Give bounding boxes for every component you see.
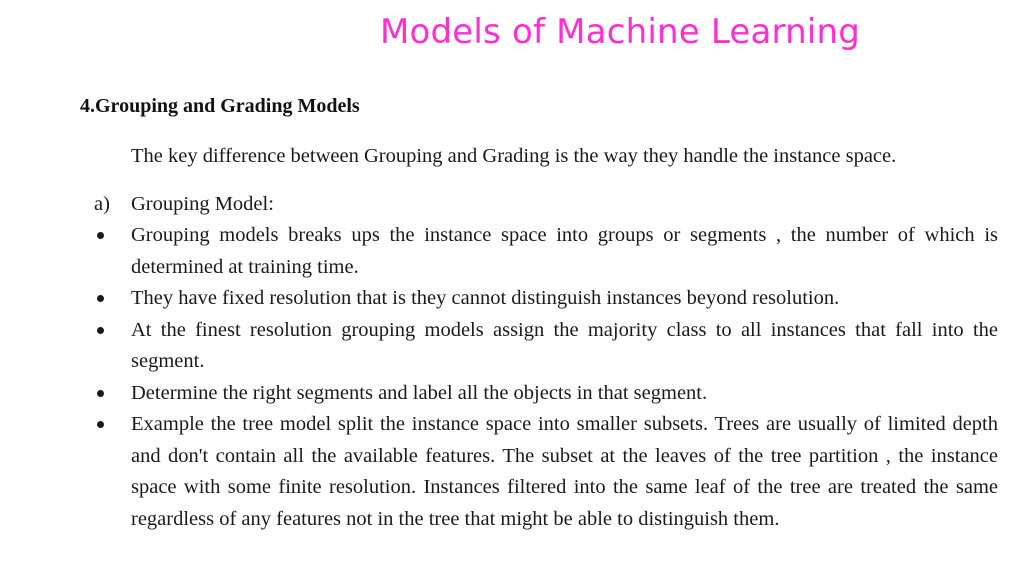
- bullet-icon: [97, 295, 104, 302]
- bullet-icon: [97, 421, 104, 428]
- subsection-title: Grouping Model:: [131, 193, 274, 215]
- bullet-list: [94, 220, 998, 535]
- section-heading: 4.Grouping and Grading Models: [80, 95, 360, 117]
- bullet-text: Example the tree model split the instance space into smaller subsets. Trees are usually of limited depth and don't contain all the available features. The subset at the leaves of the tree partition , the instance space with some finite resolution. Instances filtered into the same leaf of the tree are treated the same regardless of any features not in the tree that might be able to distinguish them.: [131, 413, 998, 530]
- subsection-label: a): [94, 193, 110, 215]
- bullet-icon: [97, 390, 104, 397]
- bullet-text: Grouping models breaks ups the instance space into groups or segments , the number of which is determined at training time.: [131, 224, 998, 278]
- list-item: [94, 220, 998, 283]
- list-item: [94, 378, 998, 410]
- list-item: [94, 409, 998, 535]
- bullet-text: At the finest resolution grouping models assign the majority class to all instances that fall into the segment.: [131, 318, 998, 372]
- list-item: [94, 315, 998, 378]
- slide-title: Models of Machine Learning: [379, 12, 861, 52]
- bullet-icon: [97, 232, 104, 239]
- list-item: [94, 283, 998, 315]
- bullet-icon: [97, 327, 104, 334]
- intro-paragraph: The key difference between Grouping and Grading is the way they handle the instance space.: [131, 145, 897, 167]
- bullet-text: They have fixed resolution that is they cannot distinguish instances beyond resolution.: [131, 287, 840, 309]
- bullet-text: Determine the right segments and label all the objects in that segment.: [131, 381, 708, 404]
